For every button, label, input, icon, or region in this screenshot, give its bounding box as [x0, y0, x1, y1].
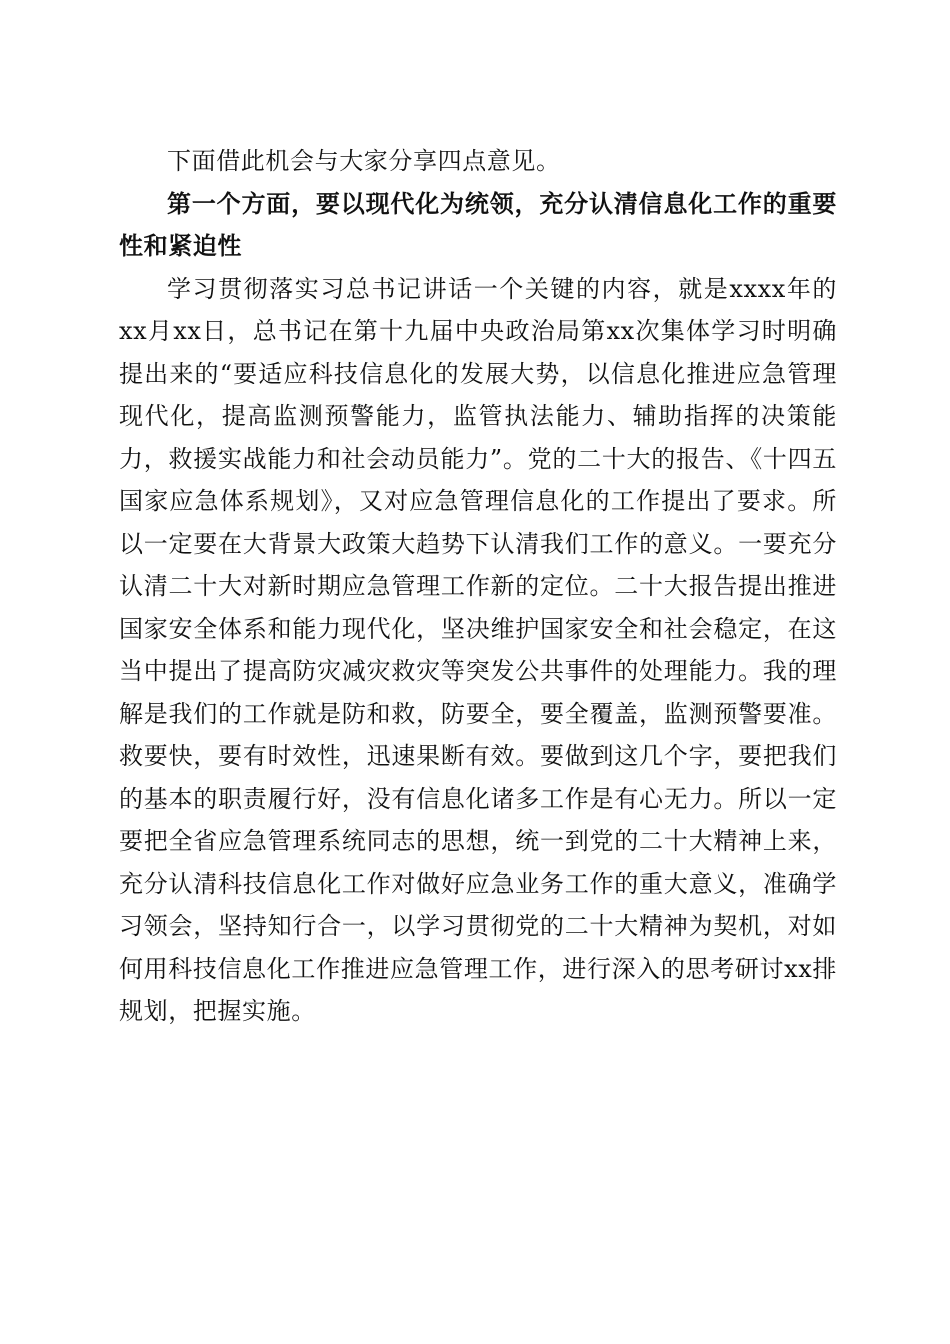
document-body [119, 140, 837, 1033]
body-paragraph: 学习贯彻落实习总书记讲话一个关键的内容，就是xxxx年的xx月xx日，总书记在第十九届中央政治局第xx次集体学习时明确提出来的“要适应科技信息化的发展大势，以信息化推进应急管理现代化，提高监测预警能力，监管执法能力、辅助指挥的决策能力，救援实战能力和社会动员能力”。党的二十大的报告、《十四五国家应急体系规划》，又对应急管理信息化的工作提出了要求。所以一定要在大背景大政策大趋势下认清我们工作的意义。一要充分认清二十大对新时期应急管理工作新的定位。二十大报告提出推进国家安全体系和能力现代化，坚决维护国家安全和社会稳定，在这当中提出了提高防灾减灾救灾等突发公共事件的处理能力。我的理解是我们的工作就是防和救，防要全，要全覆盖，监测预警要准。救要快，要有时效性，迅速果断有效。要做到这几个字，要把我们的基本的职责履行好，没有信息化诸多工作是有心无力。所以一定要把全省应急管理系统同志的思想，统一到党的二十大精神上来，充分认清科技信息化工作对做好应急业务工作的重大意义，准确学习领会，坚持知行合一，以学习贯彻党的二十大精神为契机，对如何用科技信息化工作推进应急管理工作，进行深入的思考研讨xx排规划，把握实施。 [119, 274, 837, 1025]
section-heading: 第一个方面，要以现代化为统领，充分认清信息化工作的重要性和紧迫性 [119, 188, 837, 260]
intro-paragraph: 下面借此机会与大家分享四点意见。 [167, 147, 561, 175]
